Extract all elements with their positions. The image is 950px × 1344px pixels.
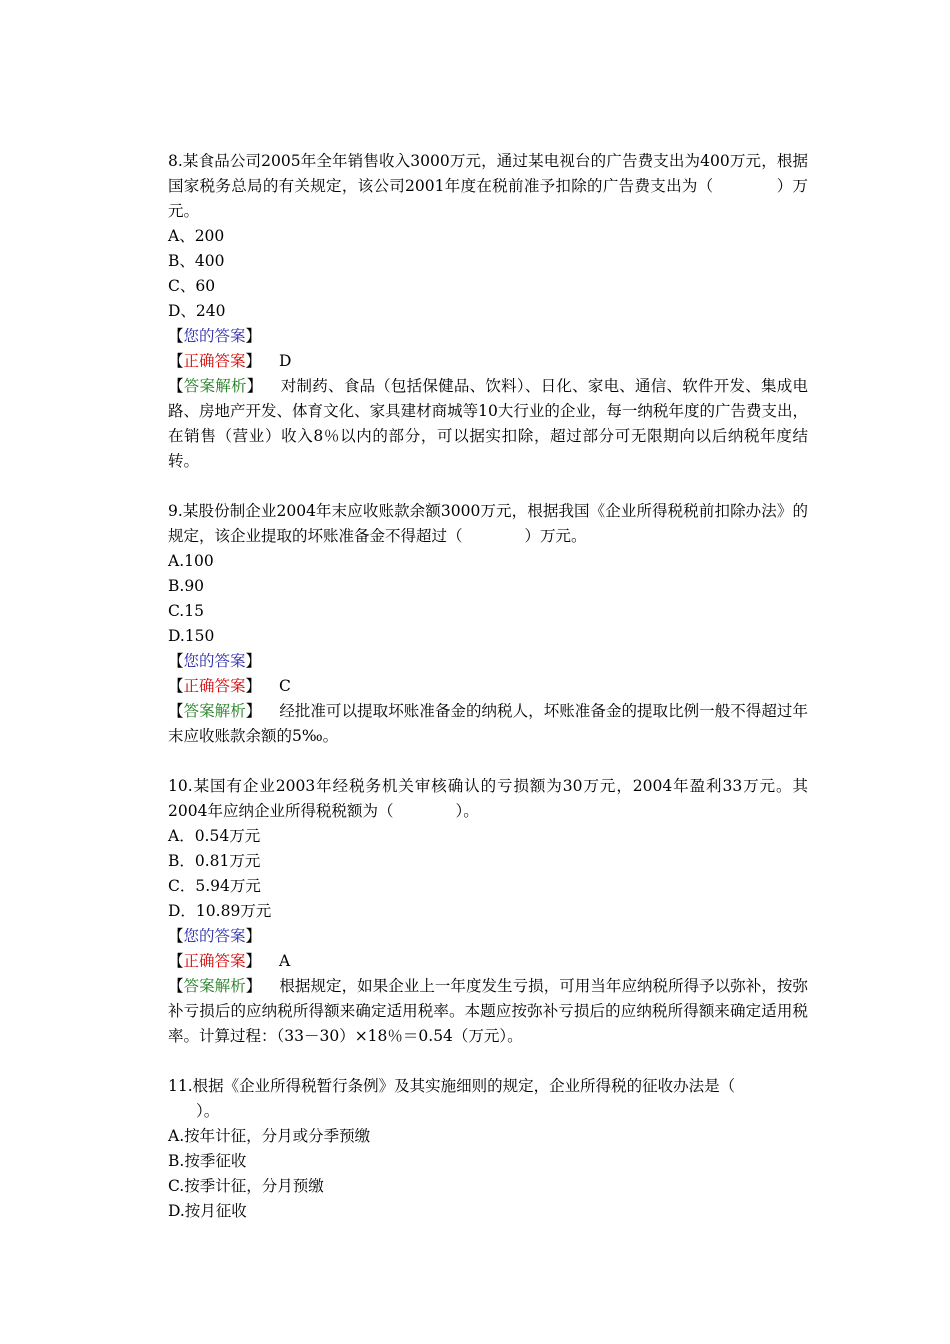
correct-answer-value: C	[279, 677, 291, 695]
question-10	[168, 774, 808, 1049]
question-stem: 11.根据《企业所得税暂行条例》及其实施细则的规定，企业所得税的征收办法是（	[168, 1077, 736, 1095]
question-11	[168, 1074, 808, 1224]
question-stem: 8.某食品公司2005年全年销售收入3000万元，通过某电视台的广告费支出为400万元，根据国家税务总局的有关规定，该公司2001年度在税前准予扣除的广告费支出为（ ）万元。	[168, 152, 808, 220]
analysis-row: 【答案解析】 经批准可以提取坏账准备金的纳税人，坏账准备金的提取比例一般不得超过年末应收账款余额的5‰。	[168, 702, 808, 745]
document-page	[168, 149, 808, 1249]
question-9	[168, 499, 808, 749]
question-8	[168, 149, 808, 474]
correct-answer-label: 正确答案	[183, 677, 246, 695]
your-answer-label: 您的答案	[183, 927, 246, 945]
your-answer-row: 【您的答案】	[168, 927, 262, 945]
correct-answer-label: 正确答案	[183, 952, 246, 970]
option-b: B.按季征收	[168, 1152, 247, 1170]
option-a: A、200	[168, 227, 225, 245]
analysis-label: 答案解析	[183, 977, 246, 995]
correct-answer-label: 正确答案	[183, 352, 246, 370]
analysis-row: 【答案解析】 对制药、食品（包括保健品、饮料）、日化、家电、通信、软件开发、集成电路、房地产开发、体育文化、家具建材商城等10大行业的企业，每一纳税年度的广告费支出，在销售（营业）收入8％以内的部分，可以据实扣除，超过部分可无限期向以后纳税年度结转。	[168, 377, 808, 470]
your-answer-label: 您的答案	[183, 327, 246, 345]
analysis-text: 根据规定，如果企业上一年度发生亏损，可用当年应纳税所得予以弥补，按弥补亏损后的应纳税所得额来确定适用税率。本题应按弥补亏损后的应纳税所得额来确定适用税率。计算过程：（33－30）×18％＝0.54（万元）。	[168, 977, 808, 1045]
option-a: A.100	[168, 552, 214, 570]
analysis-row: 【答案解析】 根据规定，如果企业上一年度发生亏损，可用当年应纳税所得予以弥补，按弥补亏损后的应纳税所得额来确定适用税率。本题应按弥补亏损后的应纳税所得额来确定适用税率。计算过程：（33－30）×18％＝0.54（万元）。	[168, 977, 808, 1045]
question-stem-continuation: ）。	[196, 1102, 220, 1120]
analysis-label: 答案解析	[183, 702, 246, 720]
your-answer-row: 【您的答案】	[168, 327, 262, 345]
your-answer-label: 您的答案	[183, 652, 246, 670]
analysis-label: 答案解析	[183, 377, 247, 395]
option-d: D.150	[168, 627, 215, 645]
option-d: D.按月征收	[168, 1202, 247, 1220]
option-a: A．0.54万元	[168, 827, 261, 845]
correct-answer-value: D	[279, 352, 292, 370]
question-stem: 9.某股份制企业2004年末应收账款余额3000万元，根据我国《企业所得税税前扣除办法》的规定，该企业提取的坏账准备金不得超过（ ）万元。	[168, 502, 808, 545]
option-c: C.15	[168, 602, 204, 620]
question-stem: 10.某国有企业2003年经税务机关审核确认的亏损额为30万元，2004年盈利33万元。其2004年应纳企业所得税税额为（ ）。	[168, 777, 808, 820]
analysis-text: 经批准可以提取坏账准备金的纳税人，坏账准备金的提取比例一般不得超过年末应收账款余额的5‰。	[168, 702, 808, 745]
analysis-text: 对制药、食品（包括保健品、饮料）、日化、家电、通信、软件开发、集成电路、房地产开发、体育文化、家具建材商城等10大行业的企业，每一纳税年度的广告费支出，在销售（营业）收入8％以内的部分，可以据实扣除，超过部分可无限期向以后纳税年度结转。	[168, 377, 808, 470]
option-d: D．10.89万元	[168, 902, 272, 920]
option-c: C．5.94万元	[168, 877, 261, 895]
your-answer-row: 【您的答案】	[168, 652, 262, 670]
option-d: D、240	[168, 302, 226, 320]
correct-answer-row: 【正确答案】 D	[168, 352, 292, 370]
option-b: B.90	[168, 577, 205, 595]
option-b: B．0.81万元	[168, 852, 261, 870]
correct-answer-row: 【正确答案】 C	[168, 677, 291, 695]
correct-answer-row: 【正确答案】 A	[168, 952, 291, 970]
option-c: C、60	[168, 277, 216, 295]
option-c: C.按季计征，分月预缴	[168, 1177, 324, 1195]
correct-answer-value: A	[279, 952, 291, 970]
option-a: A.按年计征，分月或分季预缴	[168, 1127, 371, 1145]
option-b: B、400	[168, 252, 225, 270]
